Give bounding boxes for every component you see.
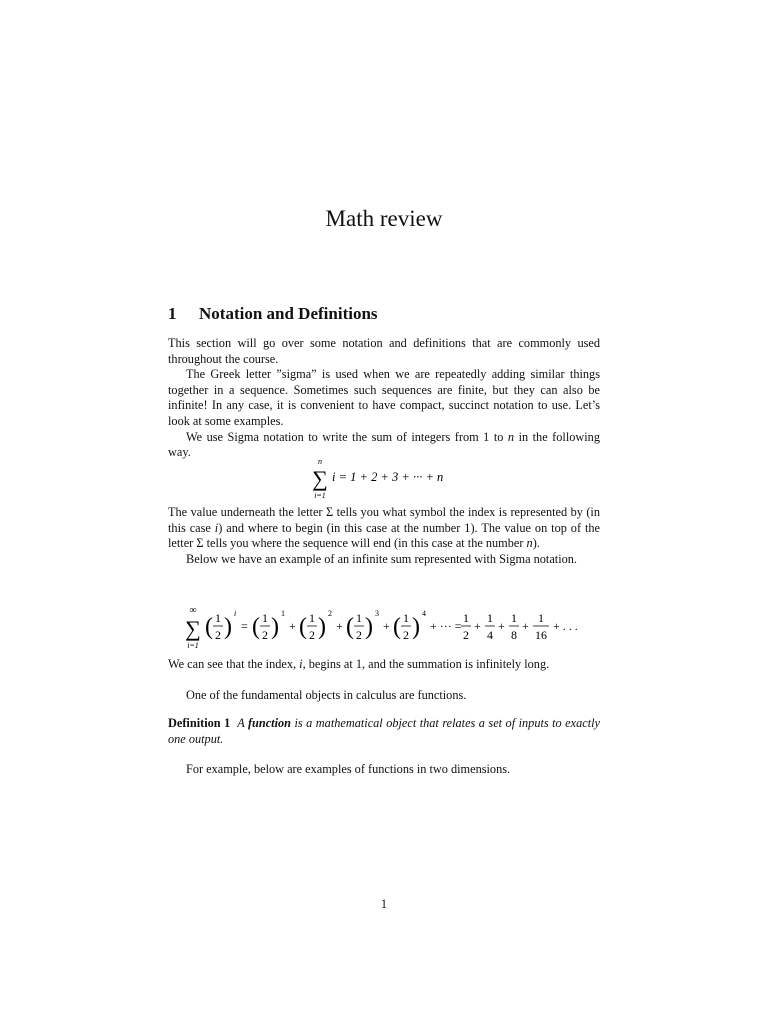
equation-infinite-sum (168, 604, 600, 654)
explanation-text (168, 505, 600, 567)
exponent: 3 (375, 609, 379, 618)
fraction-numerator: 1 (356, 611, 362, 625)
eq1-sigma: ∑ (312, 466, 328, 491)
paragraph-infinite-sum: Below we have an example of an infinite sum represented with Sigma notation. (186, 551, 578, 566)
paragraph-sigma: The Greek letter ”sigma” is used when we are repeatedly adding similar things together in a sequence. Sometimes such sequences are finite, but they can also be infinite! In any case, it is convenient to have compact, succinct notation to use. Let’s look at some examples. (168, 367, 600, 428)
eq2-lower-limit: i=1 (187, 641, 199, 650)
fraction-numerator: 1 (403, 611, 409, 625)
paragraph-index (168, 657, 600, 673)
paragraph-functions: One of the fundamental objects in calculus are functions. (186, 688, 467, 702)
text-run: ) and where to begin (in this case at the number 1). The value on top of the letter Σ tells you where the sequence will end (in this case at the number (168, 520, 601, 551)
paren-close: ) (271, 614, 279, 640)
fraction-denominator: 2 (215, 628, 221, 642)
examples-text (168, 762, 600, 778)
paren-close: ) (412, 614, 420, 640)
plus-sign: + (522, 619, 529, 633)
eq1-lower-limit: i=1 (314, 491, 326, 500)
plus-sign: + (289, 619, 296, 633)
section-heading (168, 304, 378, 324)
functions-text (168, 688, 600, 704)
section-title: Notation and Definitions (199, 304, 378, 323)
document-title: Math review (325, 206, 443, 231)
fraction-denominator: 2 (309, 628, 315, 642)
definition-block (168, 716, 600, 747)
fraction-numerator: 1 (511, 611, 517, 625)
definition-1 (168, 716, 600, 747)
fraction-denominator: 8 (511, 628, 517, 642)
equals-sign: = (241, 619, 248, 633)
fraction-numerator: 1 (463, 611, 469, 625)
paren-open: ( (346, 614, 354, 640)
eq1-upper-limit: n (318, 457, 322, 466)
fraction-denominator: 16 (535, 628, 547, 642)
math-variable: n (526, 536, 533, 551)
plus-sign: + (383, 619, 390, 633)
paren-close: ) (318, 614, 326, 640)
eq1-body: i = 1 + 2 + 3 + ··· + n (332, 470, 444, 484)
text-run: in the following way. (168, 429, 600, 460)
fraction-denominator: 2 (356, 628, 362, 642)
definition-term: function (247, 716, 292, 730)
text-run: A (237, 716, 248, 730)
exponent: i (234, 609, 237, 618)
plus-sign: + (474, 619, 481, 633)
exponent: 2 (328, 609, 332, 618)
closing-text (168, 657, 600, 673)
text-run: , begins at 1, and the summation is infinitely long. (302, 657, 550, 671)
fraction-numerator: 1 (215, 611, 221, 625)
paren-open: ( (393, 614, 401, 640)
fraction-numerator: 1 (309, 611, 315, 625)
tail-ellipsis: + . . . (553, 619, 578, 633)
text-run: We can see that the index, (168, 657, 300, 671)
text-run: is a mathematical object that relates a set of inputs to exactly one output. (168, 716, 600, 746)
equation-finite-sum (168, 456, 600, 502)
exponent: 4 (422, 609, 426, 618)
section-number: 1 (168, 304, 177, 323)
exponent: 1 (281, 609, 285, 618)
paragraph-sigma-explanation (168, 505, 600, 552)
intro-text (168, 336, 600, 461)
eq2-upper-limit: ∞ (189, 605, 197, 616)
paren-open: ( (205, 614, 213, 640)
paragraph-examples: For example, below are examples of functions in two dimensions. (186, 762, 511, 776)
plus-sign: + (336, 619, 343, 633)
fraction-denominator: 4 (487, 628, 493, 642)
plus-sign: + (498, 619, 505, 633)
math-variable: i (299, 657, 303, 671)
ellipsis-equals: + ··· = (430, 619, 462, 633)
math-variable: n (507, 429, 515, 444)
paragraph-intro: This section will go over some notation and definitions that are commonly used throughout the course. (168, 336, 600, 366)
fraction-numerator: 1 (538, 611, 544, 625)
fraction-numerator: 1 (487, 611, 493, 625)
fraction-denominator: 2 (463, 628, 469, 642)
fraction-denominator: 2 (403, 628, 409, 642)
definition-label: Definition 1 (168, 716, 231, 730)
eq2-sigma: ∑ (185, 616, 201, 641)
math-variable: i (214, 520, 219, 535)
paren-open: ( (299, 614, 307, 640)
paren-open: ( (252, 614, 260, 640)
paren-close: ) (224, 614, 232, 640)
fraction-denominator: 2 (262, 628, 268, 642)
text-run: ). (532, 536, 540, 551)
fraction-numerator: 1 (262, 611, 268, 625)
text-run: The value underneath the letter Σ tells you what symbol the index is represented by (in this case (168, 505, 600, 535)
page-number: 1 (380, 897, 388, 911)
paren-close: ) (365, 614, 373, 640)
text-run: We use Sigma notation to write the sum of integers from 1 to (186, 429, 508, 444)
